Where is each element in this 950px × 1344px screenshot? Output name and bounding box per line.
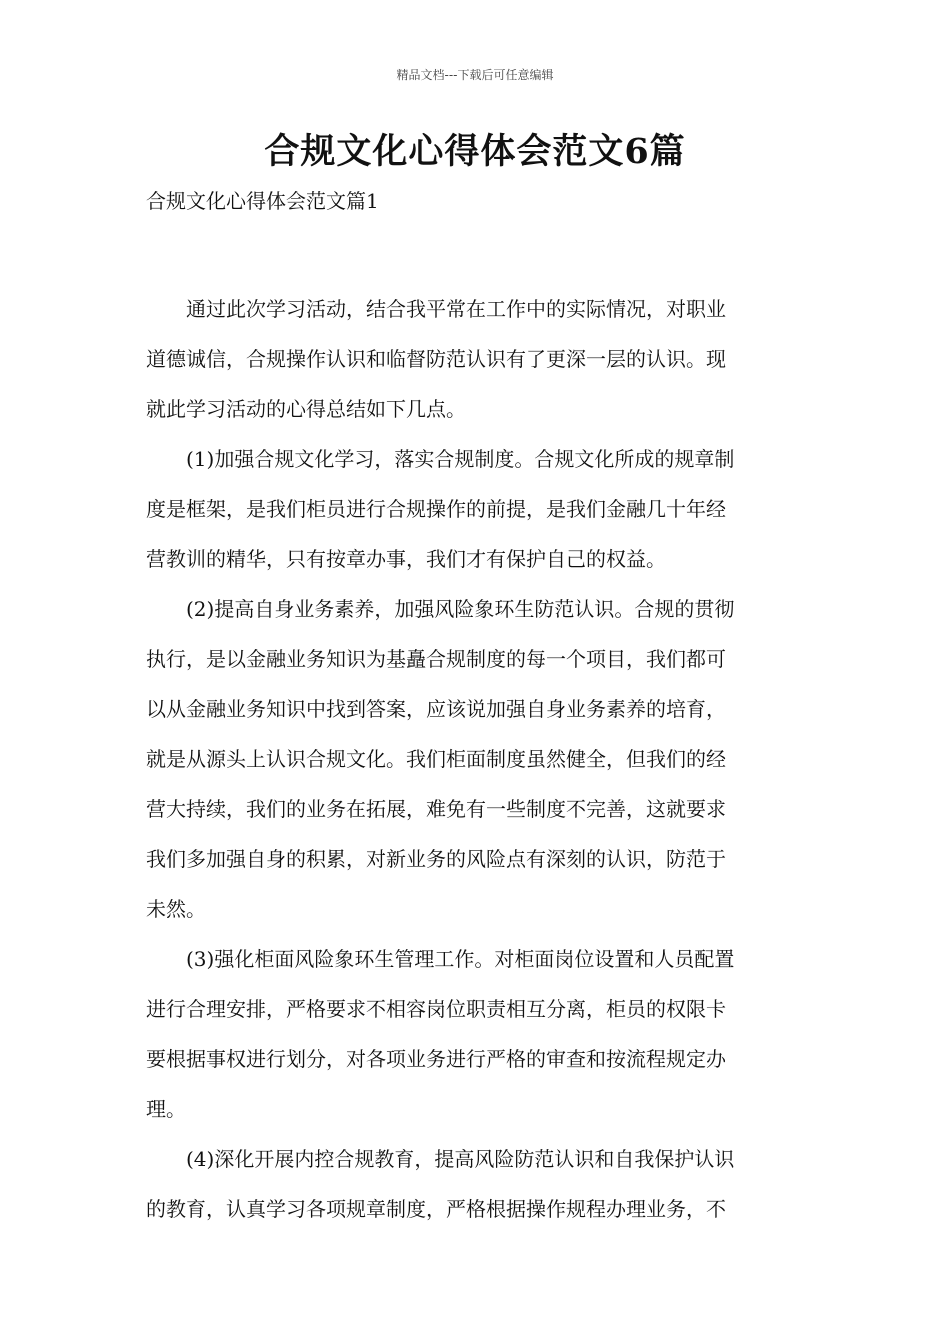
paragraph-point-1: (1)加强合规文化学习，落实合规制度。合规文化所成的规章制 度是框架，是我们柜员进行合规操作的前提，是我们金融几十年经 营教训的精华，只有按章办事，我们才有保护自己的权益。 [146,447,735,571]
paragraph-intro: 通过此次学习活动，结合我平常在工作中的实际情况，对职业 道德诚信，合规操作认识和临督防范认识有了更深一层的认识。现 就此学习活动的心得总结如下几点。 [146,297,726,421]
paragraph-point-4: (4)深化开展内控合规教育，提高风险防范认识和自我保护认识 的教育，认真学习各项规章制度，严格根据操作规程办理业务，不 [146,1147,735,1221]
paragraph-point-3: (3)强化柜面风险象环生管理工作。对柜面岗位设置和人员配置 进行合理安排，严格要求不相容岗位职责相互分离，柜员的权限卡 要根据事权进行划分，对各项业务进行严格的审查和按流程规定办 理。 [146,947,735,1121]
section-heading: 合规文化心得体会范文篇1 [146,189,379,213]
document-body [146,284,806,1234]
page-header-note: 精品文档---下载后可任意编辑 [396,68,554,82]
paragraph-point-2: (2)提高自身业务素养，加强风险象环生防范认识。合规的贯彻 执行，是以金融业务知识为基矗合规制度的每一个项目，我们都可 以从金融业务知识中找到答案，应该说加强自身业务素养的培育， 就是从源头上认识合规文化。我们柜面制度虽然健全，但我们的经 营大持续，我们的业务在拓展，难免有一些制度不完善，这就要求 我们多加强自身的积累，对新业务的风险点有深刻的认识，防范于 未然。 [146,597,735,921]
document-title: 合规文化心得体会范文6篇 [264,131,686,172]
